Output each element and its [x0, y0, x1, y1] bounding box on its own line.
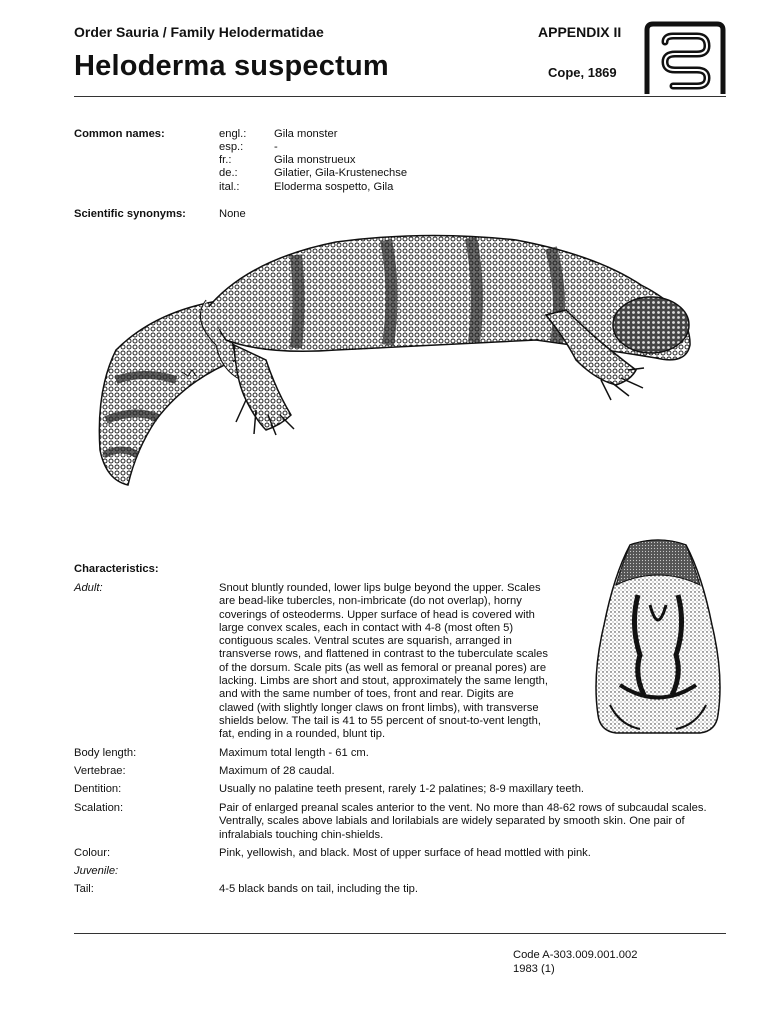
synonyms-value: None	[219, 208, 246, 220]
common-name-row	[219, 181, 394, 194]
document-code: Code A-303.009.001.002	[513, 949, 638, 961]
author-year: Cope, 1869	[548, 65, 617, 80]
language-code: de.:	[219, 167, 238, 179]
description-line: and with the same number of toes, front and rear. Digits are	[219, 688, 514, 701]
description-line: infralabials touching chin-shields.	[219, 828, 384, 841]
tail-label: Tail:	[74, 883, 94, 895]
colour-value: Pink, yellowish, and black. Most of upper surface of head mottled with pink.	[219, 847, 591, 859]
description-line: clawed (with slightly longer claws on front limbs), with transverse	[219, 701, 539, 714]
body-length-label: Body length:	[74, 747, 137, 759]
appendix-label: APPENDIX II	[538, 24, 622, 40]
description-line: are bead-like tubercles, non-imbricate (do not overlap), horny	[219, 595, 522, 608]
synonyms-label: Scientific synonyms:	[74, 208, 186, 220]
common-name: Gila monstrueux	[274, 154, 356, 166]
order-family-heading: Order Sauria / Family Helodermatidae	[74, 24, 324, 40]
dentition-label: Dentition:	[74, 783, 122, 795]
head-dorsal-view-drawing	[590, 535, 726, 737]
common-name: Gila monster	[274, 128, 338, 140]
common-name-row	[219, 141, 278, 154]
description-line: large convex scales, each in contact with 4-8 (most often 5)	[219, 621, 514, 634]
common-name: -	[274, 141, 278, 153]
juvenile-label: Juvenile:	[74, 865, 119, 877]
header-divider	[74, 96, 726, 97]
description-line: coverings of osteoderms. Upper surface of head is covered with	[219, 608, 535, 621]
description-line: lacking. Limbs are short and stout, approximately the same length,	[219, 675, 548, 688]
vertebrae-value: Maximum of 28 caudal.	[219, 765, 335, 777]
vertebrae-label: Vertebrae:	[74, 765, 126, 777]
body-length-value: Maximum total length - 61 cm.	[219, 747, 369, 759]
description-line: Pair of enlarged preanal scales anterior to the vent. No more than 48-62 rows of subcaudal scales.	[219, 802, 707, 814]
description-line: contiguous scales. Ventral scutes are squarish, arranged in	[219, 635, 512, 648]
description-line: transverse rows, and flattened in contrast to the tuberculate scales	[219, 648, 548, 661]
description-line: of the dorsum. Scale pits (as well as femoral or preanal pores) are	[219, 661, 547, 674]
common-name-row	[219, 154, 356, 167]
species-title: Heloderma suspectum	[74, 50, 389, 82]
common-name-row	[219, 128, 338, 141]
document-year: 1983 (1)	[513, 963, 555, 975]
language-code: engl.:	[219, 128, 247, 140]
language-code: ital.:	[219, 181, 240, 193]
description-line: Snout bluntly rounded, lower lips bulge beyond the upper. Scales	[219, 582, 541, 594]
colour-label: Colour:	[74, 847, 111, 859]
characteristics-heading: Characteristics:	[74, 563, 159, 575]
scalation-label: Scalation:	[74, 802, 124, 814]
dentition-value: Usually no palatine teeth present, rarely 1-2 palatines; 8-9 maxillary teeth.	[219, 783, 585, 795]
common-name: Eloderma sospetto, Gila	[274, 181, 394, 193]
snake-emblem-icon	[643, 20, 727, 94]
description-line: shields below. The tail is 41 to 55 percent of snout-to-vent length,	[219, 714, 541, 727]
tail-value: 4-5 black bands on tail, including the tip.	[219, 883, 419, 895]
scalation-value	[219, 802, 707, 842]
common-name: Gilatier, Gila-Krustenechse	[274, 167, 408, 179]
adult-description	[219, 582, 548, 742]
common-names-label: Common names:	[74, 128, 165, 140]
lizard-drawing	[96, 230, 692, 488]
description-line: Ventrally, scales above labials and lorilabials are widely separated by smooth skin. One pair of	[219, 815, 685, 828]
language-code: fr.:	[219, 154, 232, 166]
footer-divider	[74, 933, 726, 934]
language-code: esp.:	[219, 141, 244, 153]
common-name-row	[219, 167, 408, 180]
description-line: fat, ending in a rounded, blunt tip.	[219, 728, 386, 741]
adult-label: Adult:	[74, 582, 103, 594]
